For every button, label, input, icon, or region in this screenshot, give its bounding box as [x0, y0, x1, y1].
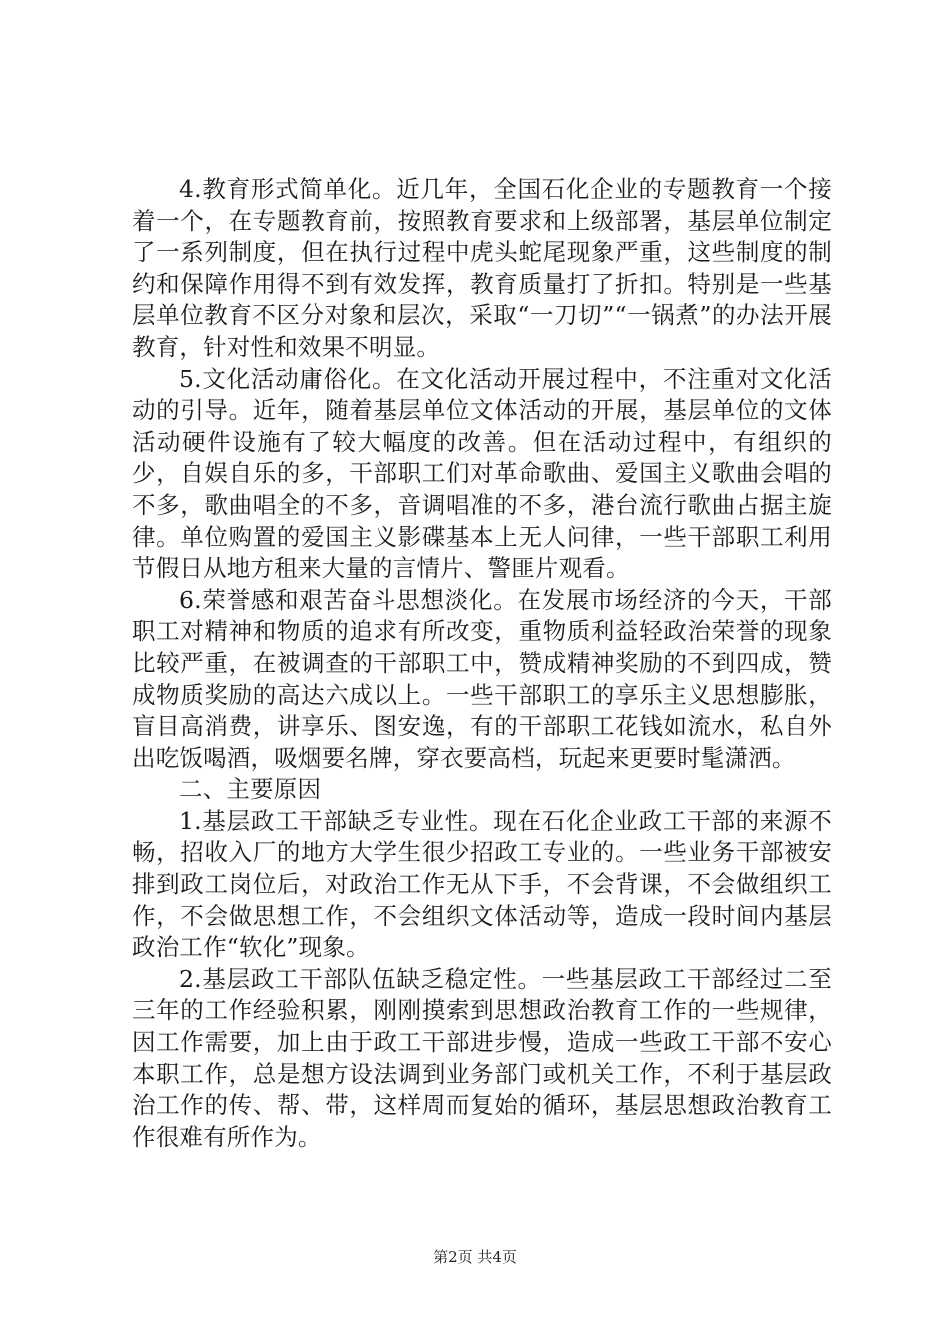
page-footer: 第2页 共4页: [433, 1248, 517, 1266]
paragraph-reason-1: 1.基层政工干部缺乏专业性。现在石化企业政工干部的来源不畅，招收入厂的地方大学生很少招政工专业的。一些业务干部被安排到政工岗位后，对政治工作无从下手，不会背课，不会做组织工作，不会做思想工作，不会组织文体活动等，造成一段时间内基层政治工作“软化”现象。: [132, 806, 832, 962]
paragraph-reason-2: 2.基层政工干部队伍缺乏稳定性。一些基层政工干部经过二至三年的工作经验积累，刚刚摸索到思想政治教育工作的一些规律，因工作需要，加上由于政工干部进步慢，造成一些政工干部不安心本职工作，总是想方设法调到业务部门或机关工作，不利于基层政治工作的传、帮、带，这样周而复始的循环，基层思想政治教育工作很难有所作为。: [132, 964, 832, 1151]
document-body: [132, 174, 832, 1153]
section-heading-main-reasons: 二、主要原因: [179, 775, 322, 804]
paragraph-item-4: 4.教育形式简单化。近几年，全国石化企业的专题教育一个接着一个，在专题教育前，按照教育要求和上级部署，基层单位制定了一系列制度，但在执行过程中虎头蛇尾现象严重，这些制度的制约和保障作用得不到有效发挥，教育质量打了折扣。特别是一些基层单位教育不区分对象和层次，采取“一刀切”“一锅煮”的办法开展教育，针对性和效果不明显。: [132, 175, 832, 361]
paragraph-item-6: 6.荣誉感和艰苦奋斗思想淡化。在发展市场经济的今天，干部职工对精神和物质的追求有所改变，重物质利益轻政治荣誉的现象比较严重，在被调查的干部职工中，赞成精神奖励的不到四成，赞成物质奖励的高达六成以上。一些干部职工的享乐主义思想膨胀，盲目高消费，讲享乐、图安逸，有的干部职工花钱如流水，私自外出吃饭喝酒，吸烟要名牌，穿衣要高档，玩起来更要时髦潇洒。: [132, 585, 832, 772]
paragraph-item-5: 5.文化活动庸俗化。在文化活动开展过程中，不注重对文化活动的引导。近年，随着基层单位文体活动的开展，基层单位的文体活动硬件设施有了较大幅度的改善。但在活动过程中，有组织的少，自娱自乐的多，干部职工们对革命歌曲、爱国主义歌曲会唱的不多，歌曲唱全的不多，音调唱准的不多，港台流行歌曲占据主旋律。单位购置的爱国主义影碟基本上无人问律，一些干部职工利用节假日从地方租来大量的言情片、警匪片观看。: [132, 364, 832, 583]
